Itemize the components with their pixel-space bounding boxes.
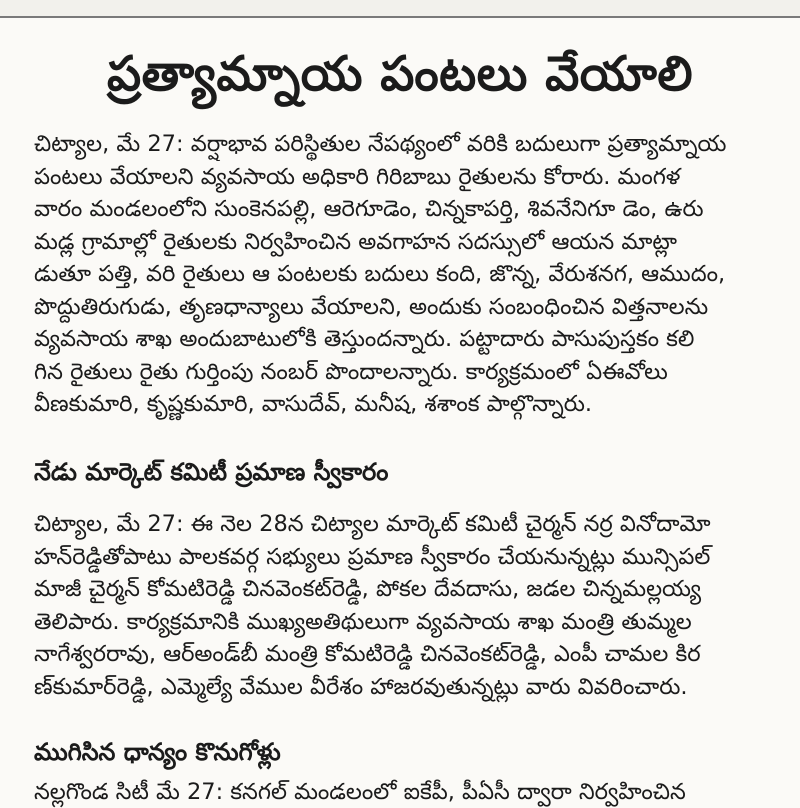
article-paragraph-3 <box>34 776 770 808</box>
subheading-grain-procurement: ముగిసిన ధాన్యం కొనుగోళ్లు <box>34 738 281 766</box>
paragraph-line: పంటలు వేయాలని వ్యవసాయ అధికారి గిరిబాబు రైతులను కోరారు. మంగళ <box>34 163 681 190</box>
paragraph-line: డుతూ పత్తి, వరి రైతులు ఆ పంటలకు బదులు కంది, జొన్న, వేరుశనగ, ఆముదం, <box>34 261 726 287</box>
cropped-previous-line <box>0 0 800 18</box>
paragraph-line: మడ్ల గ్రామాల్లో రైతులకు నిర్వహించిన అవగాహన సదస్సులో ఆయన మాట్లా <box>34 228 677 255</box>
article-headline: ప్రత్యామ్నాయ పంటలు వేయాలి <box>106 46 694 102</box>
paragraph-line: చిట్యాల, మే 27: ఈ నెల 28న చిట్యాల మార్కెట్ కమిటీ చైర్మన్ నర్ర వినోదామో <box>34 511 711 537</box>
paragraph-line: ణ్‌కుమార్‌రెడ్డి, ఎమ్మెల్యే వేముల వీరేశం హాజరవుతున్నట్లు వారు వివరించారు. <box>34 673 688 700</box>
subheading-market-committee: నేడు మార్కెట్ కమిటీ ప్రమాణ స్వీకారం <box>34 458 389 486</box>
paragraph-line: హన్‌రెడ్డితోపాటు పాలకవర్గ సభ్యులు ప్రమాణ స్వీకారం చేయనున్నట్లు మున్సిపల్ <box>34 543 711 570</box>
paragraph-line: వ్యవసాయ శాఖ అందుబాటులోకి తెస్తుందన్నారు. పట్టాదారు పాసుపుస్తకం కలి <box>34 326 695 352</box>
paragraph-line: నల్లగొండ సిటీ మే 27: కనగల్ మండలంలో ఐకేపీ, పీఏసీ ద్వారా నిర్వహించిన <box>34 779 686 805</box>
paragraph-line: వీణకుమారి, కృష్ణకుమారి, వాసుదేవ్, మనీష, శశాంక పాల్గొన్నారు. <box>34 391 593 417</box>
paragraph-line: వారం మండలంలోని సుంకెనపల్లి, ఆరెగూడెం, చిన్నకాపర్తి, శివనేనిగూ డెం, ఉరు <box>34 196 704 222</box>
paragraph-line: నాగేశ్వరరావు, ఆర్‌అండ్‌బీ మంత్రి కోమటిరెడ్డి చినవెంకట్‌రెడ్డి, ఎంపీ చామల కిర <box>34 641 701 667</box>
paragraph-line: తెలిపారు. కార్యక్రమానికి ముఖ్యఅతిథులుగా వ్యవసాయ శాఖ మంత్రి తుమ్మల <box>34 608 692 635</box>
paragraph-line: చిట్యాల, మే 27: వర్షాభావ పరిస్థితుల నేపథ్యంలో వరికి బదులుగా ప్రత్యామ్నాయ <box>34 131 727 157</box>
paragraph-line: పొద్దుతిరుగుడు, తృణధాన్యాలు వేయాలని, అందుకు సంబంధించిన విత్తనాలను <box>34 293 709 320</box>
article-paragraph-2 <box>34 508 770 703</box>
paragraph-line: మాజీ చైర్మన్ కోమటిరెడ్డి చినవెంకట్‌రెడ్డి, పోకల దేవదాసు, జడల చిన్నమల్లయ్య <box>34 576 702 602</box>
paragraph-line: గిన రైతులు రైతు గుర్తింపు నంబర్ పొందాలన్నారు. కార్యక్రమంలో ఏఈవోలు <box>34 358 668 385</box>
article-paragraph-1 <box>34 128 770 421</box>
